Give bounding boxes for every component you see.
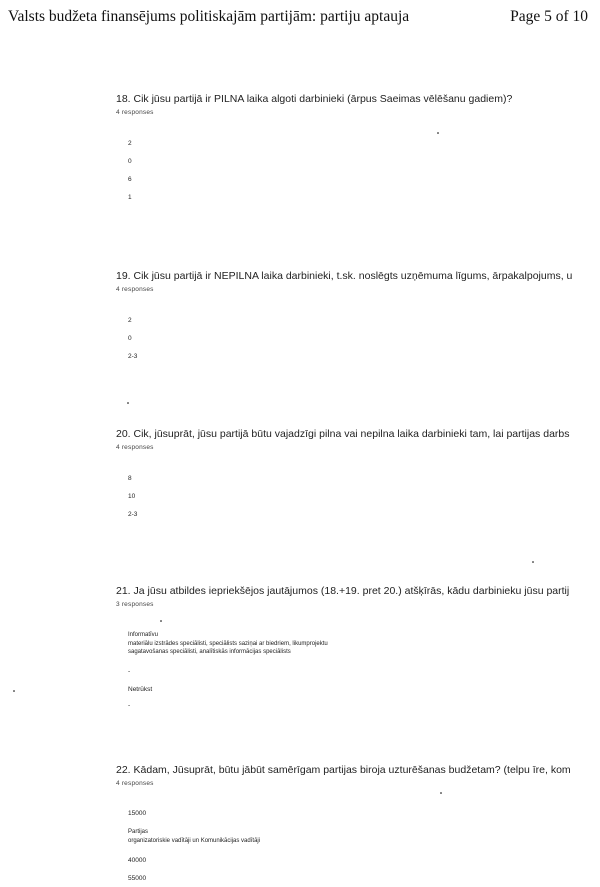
answer-item: 2-3 [128,353,138,360]
answer-item: Netrūkst [128,686,153,693]
answer-item: Partijas organizatoriskie vadītāji un Komunikācijas vadītāji [128,829,261,844]
answer-item: 55000 [128,875,147,882]
answer-item: - [128,702,131,709]
scan-speck [13,690,15,692]
question-title: 22. Kādam, Jūsuprāt, būtu jābūt samērīgam partijas biroja uzturēšanas budžetam? (telpu īre, kom [116,764,571,776]
scan-speck [160,620,162,622]
question-title: 20. Cik, jūsuprāt, jūsu partijā būtu vajadzīgi pilna vai nepilna laika darbinieki tam, lai partijas darbs [116,428,570,440]
page-header [8,8,588,28]
question-22 [116,764,600,787]
response-count: 4 responses [116,780,154,787]
document-title: Valsts budžeta finansējums politiskajām partijām: partiju aptauja [8,8,410,25]
question-title: 19. Cik jūsu partijā ir NEPILNA laika darbinieki, t.sk. noslēgts uzņēmuma līgums, ārpakalpojums, u [116,270,573,282]
response-count: 4 responses [116,444,154,451]
page-number: Page 5 of 10 [510,8,588,25]
answer-item: 8 [128,475,132,482]
response-count: 4 responses [116,109,154,116]
answer-item: 2 [128,317,132,324]
answer-item: 2-3 [128,511,138,518]
question-21 [116,585,600,608]
answer-item: - [128,668,131,675]
scan-speck [440,792,442,794]
answer-item: 0 [128,335,132,342]
question-title: 18. Cik jūsu partijā ir PILNA laika algoti darbinieki (ārpus Saeimas vēlēšanu gadiem)? [116,93,513,105]
scan-speck [532,561,534,563]
answer-item: 6 [128,176,132,183]
response-count: 4 responses [116,286,154,293]
question-20 [116,428,600,451]
question-title: 21. Ja jūsu atbildes iepriekšējos jautājumos (18.+19. pret 20.) atšķīrās, kādu darbinieku jūsu partij [116,585,570,597]
answer-item: 1 [128,194,132,201]
answer-item: 10 [128,493,136,500]
scan-speck [127,402,129,404]
answer-item: 0 [128,158,132,165]
response-count: 3 responses [116,601,154,608]
question-19 [116,270,600,293]
answer-item: 15000 [128,810,147,817]
answer-item: 2 [128,140,132,147]
answer-item: Informatīvu materiālu izstrādes speciālisti, speciālists saziņai ar biedriem, likumprojektu sagatavošanas speciālisti, analītiskās informācijas speciālists [128,632,328,655]
question-18 [116,93,600,116]
scan-speck [437,132,439,134]
answer-item: 40000 [128,857,147,864]
